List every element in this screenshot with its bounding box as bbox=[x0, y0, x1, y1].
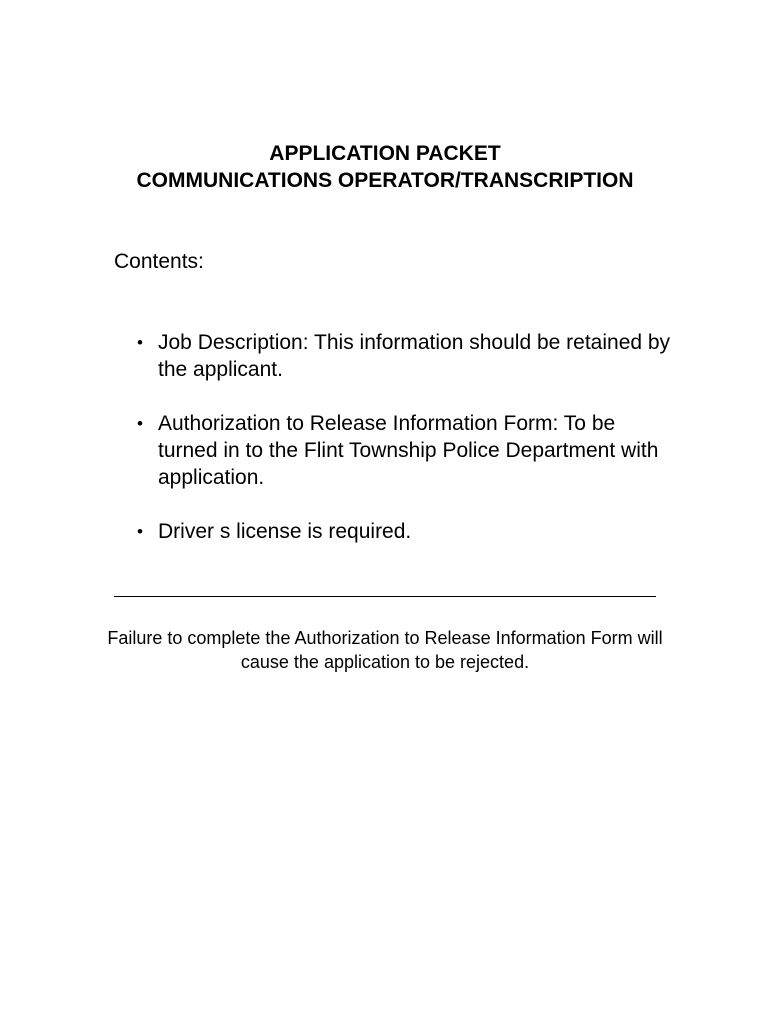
document-title bbox=[0, 140, 770, 194]
list-item bbox=[114, 518, 674, 545]
bullet-icon: • bbox=[137, 522, 143, 541]
list-item-text: Job Description: This information should be retained by the applicant. bbox=[158, 331, 671, 381]
rejection-notice: Failure to complete the Authorization to Release Information Form will cause the application to be rejected. bbox=[107, 628, 663, 672]
bullet-icon: • bbox=[137, 414, 143, 433]
bullet-icon: • bbox=[137, 333, 143, 352]
list-item-text: Driver s license is required. bbox=[158, 520, 412, 543]
title-line-2: COMMUNICATIONS OPERATOR/TRANSCRIPTION bbox=[136, 169, 634, 192]
list-item bbox=[114, 329, 674, 383]
divider-line bbox=[114, 596, 656, 597]
list-item-text: Authorization to Release Information Form: To be turned in to the Flint Township Police Department with application. bbox=[158, 412, 659, 489]
contents-list bbox=[114, 329, 674, 572]
list-item bbox=[114, 410, 674, 491]
title-line-1: APPLICATION PACKET bbox=[269, 142, 501, 165]
contents-label: Contents: bbox=[114, 250, 204, 273]
